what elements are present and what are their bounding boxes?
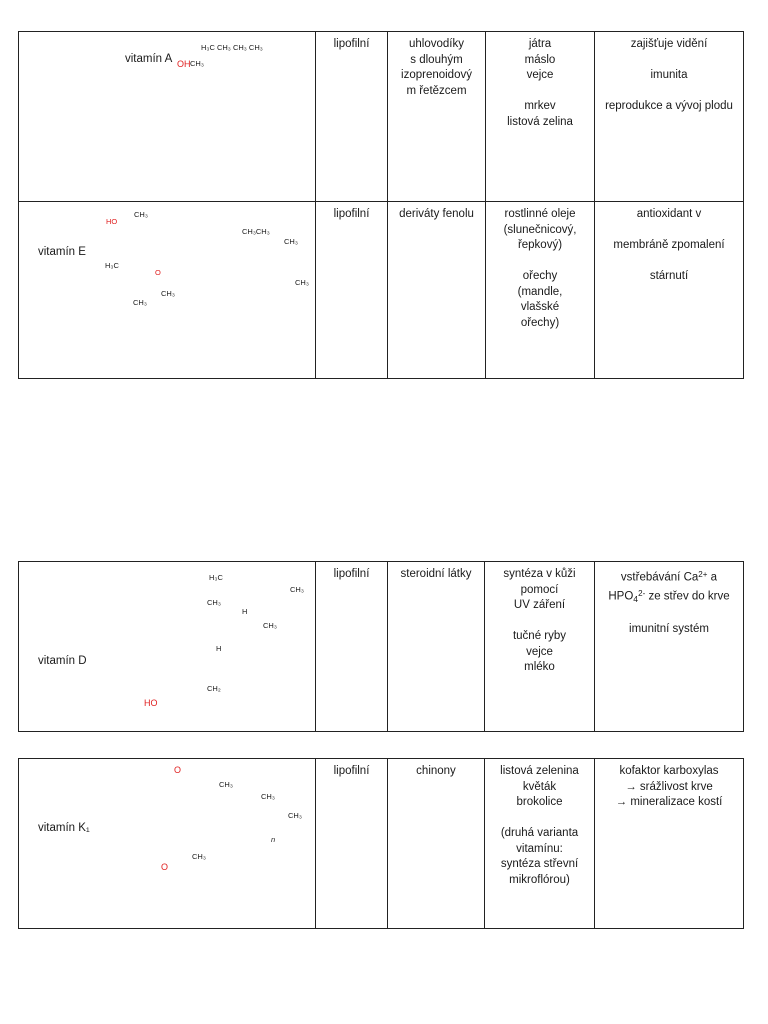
chem-label: H <box>242 607 248 616</box>
chem-label: CH₃ <box>295 278 309 287</box>
chem-label-oxygen: HO <box>106 217 118 226</box>
structure-cell-k <box>19 759 316 929</box>
structure-cell-e <box>19 202 316 379</box>
vitamin-table-a-e <box>18 31 744 379</box>
table-row <box>19 32 744 202</box>
function-line: $HPO_4^{2-}$ ze střev do krve <box>608 589 730 604</box>
function-cell: kofaktor karboxylas → srážlivost krve → mineralizace kostí <box>595 759 744 929</box>
solubility-cell: lipofilní <box>316 759 388 929</box>
table-row <box>19 202 744 379</box>
chem-label: CH₃ <box>219 780 233 789</box>
chem-label: H₃C <box>105 261 119 270</box>
chem-label: CH₃ <box>133 298 147 307</box>
function-cell: antioxidant v membráně zpomalení stárnutí <box>595 202 744 379</box>
sources-cell: rostlinné oleje (slunečnicový, řepkový) ořechy (mandle, vlašské ořechy) <box>486 202 595 379</box>
chem-label: CH₃ <box>190 59 204 68</box>
chem-label-oxygen: O <box>174 765 182 775</box>
function-line: imunitní systém <box>629 623 709 636</box>
sources-cell: játra máslo vejce mrkev listová zelina <box>486 32 595 202</box>
function-line: vstřebávání $Ca^{2+}$ a <box>620 570 718 584</box>
chem-label-oxygen: O <box>161 862 169 872</box>
chem-label-oxygen: OH <box>177 59 191 69</box>
chem-label: CH₃ <box>284 237 298 246</box>
solubility-cell: lipofilní <box>316 32 388 202</box>
chem-label: CH₃ <box>192 852 206 861</box>
sources-cell: syntéza v kůži pomocí UV záření tučné ryby vejce mléko <box>485 562 595 732</box>
function-cell: zajišťuje vidění imunita reprodukce a vývoj plodu <box>595 32 744 202</box>
vitamin-name: vitamín A <box>125 53 173 65</box>
chem-label: CH₃ <box>261 792 275 801</box>
vitamin-name: vitamín E <box>38 246 86 258</box>
chem-label: CH₂ <box>207 684 221 693</box>
sources-cell: listová zelenina květák brokolice (druhá varianta vitamínu: syntéza střevní mikroflórou) <box>485 759 595 929</box>
solubility-cell: lipofilní <box>316 202 388 379</box>
chem-label: CH₃ <box>134 210 148 219</box>
chem-label: CH₃ <box>207 598 221 607</box>
chem-label: CH₃ <box>161 289 175 298</box>
table-row <box>19 759 744 929</box>
chem-label: CH₃ <box>263 621 277 630</box>
structure-cell-d <box>19 562 316 732</box>
chemical-type-cell: chinony <box>388 759 485 929</box>
chem-label-oxygen: HO <box>144 698 158 708</box>
chem-label: H <box>216 644 222 653</box>
chemical-type-cell: steroidní látky <box>388 562 485 732</box>
chemical-type-cell: deriváty fenolu <box>388 202 486 379</box>
vitamin-table-k <box>18 758 744 929</box>
chem-label: n <box>271 835 276 844</box>
chem-label: CH₃ <box>288 811 302 820</box>
vitamin-name: vitamín K₁ <box>38 822 90 834</box>
vitamin-name: vitamín D <box>38 655 87 667</box>
solubility-cell: lipofilní <box>316 562 388 732</box>
chem-label: CH₃ <box>290 585 304 594</box>
vitamin-table-d <box>18 561 744 732</box>
chem-label: H₃C CH₃ CH₃ CH₃ <box>201 43 263 52</box>
chem-label: H₃C <box>209 573 223 582</box>
chemical-type-cell: uhlovodíky s dlouhým izoprenoidový m řetězcem <box>388 32 486 202</box>
chem-label: CH₃CH₃ <box>242 227 270 236</box>
table-row <box>19 562 744 732</box>
chem-label-oxygen: O <box>155 268 161 277</box>
function-cell <box>595 562 744 732</box>
structure-cell-a <box>19 32 316 202</box>
